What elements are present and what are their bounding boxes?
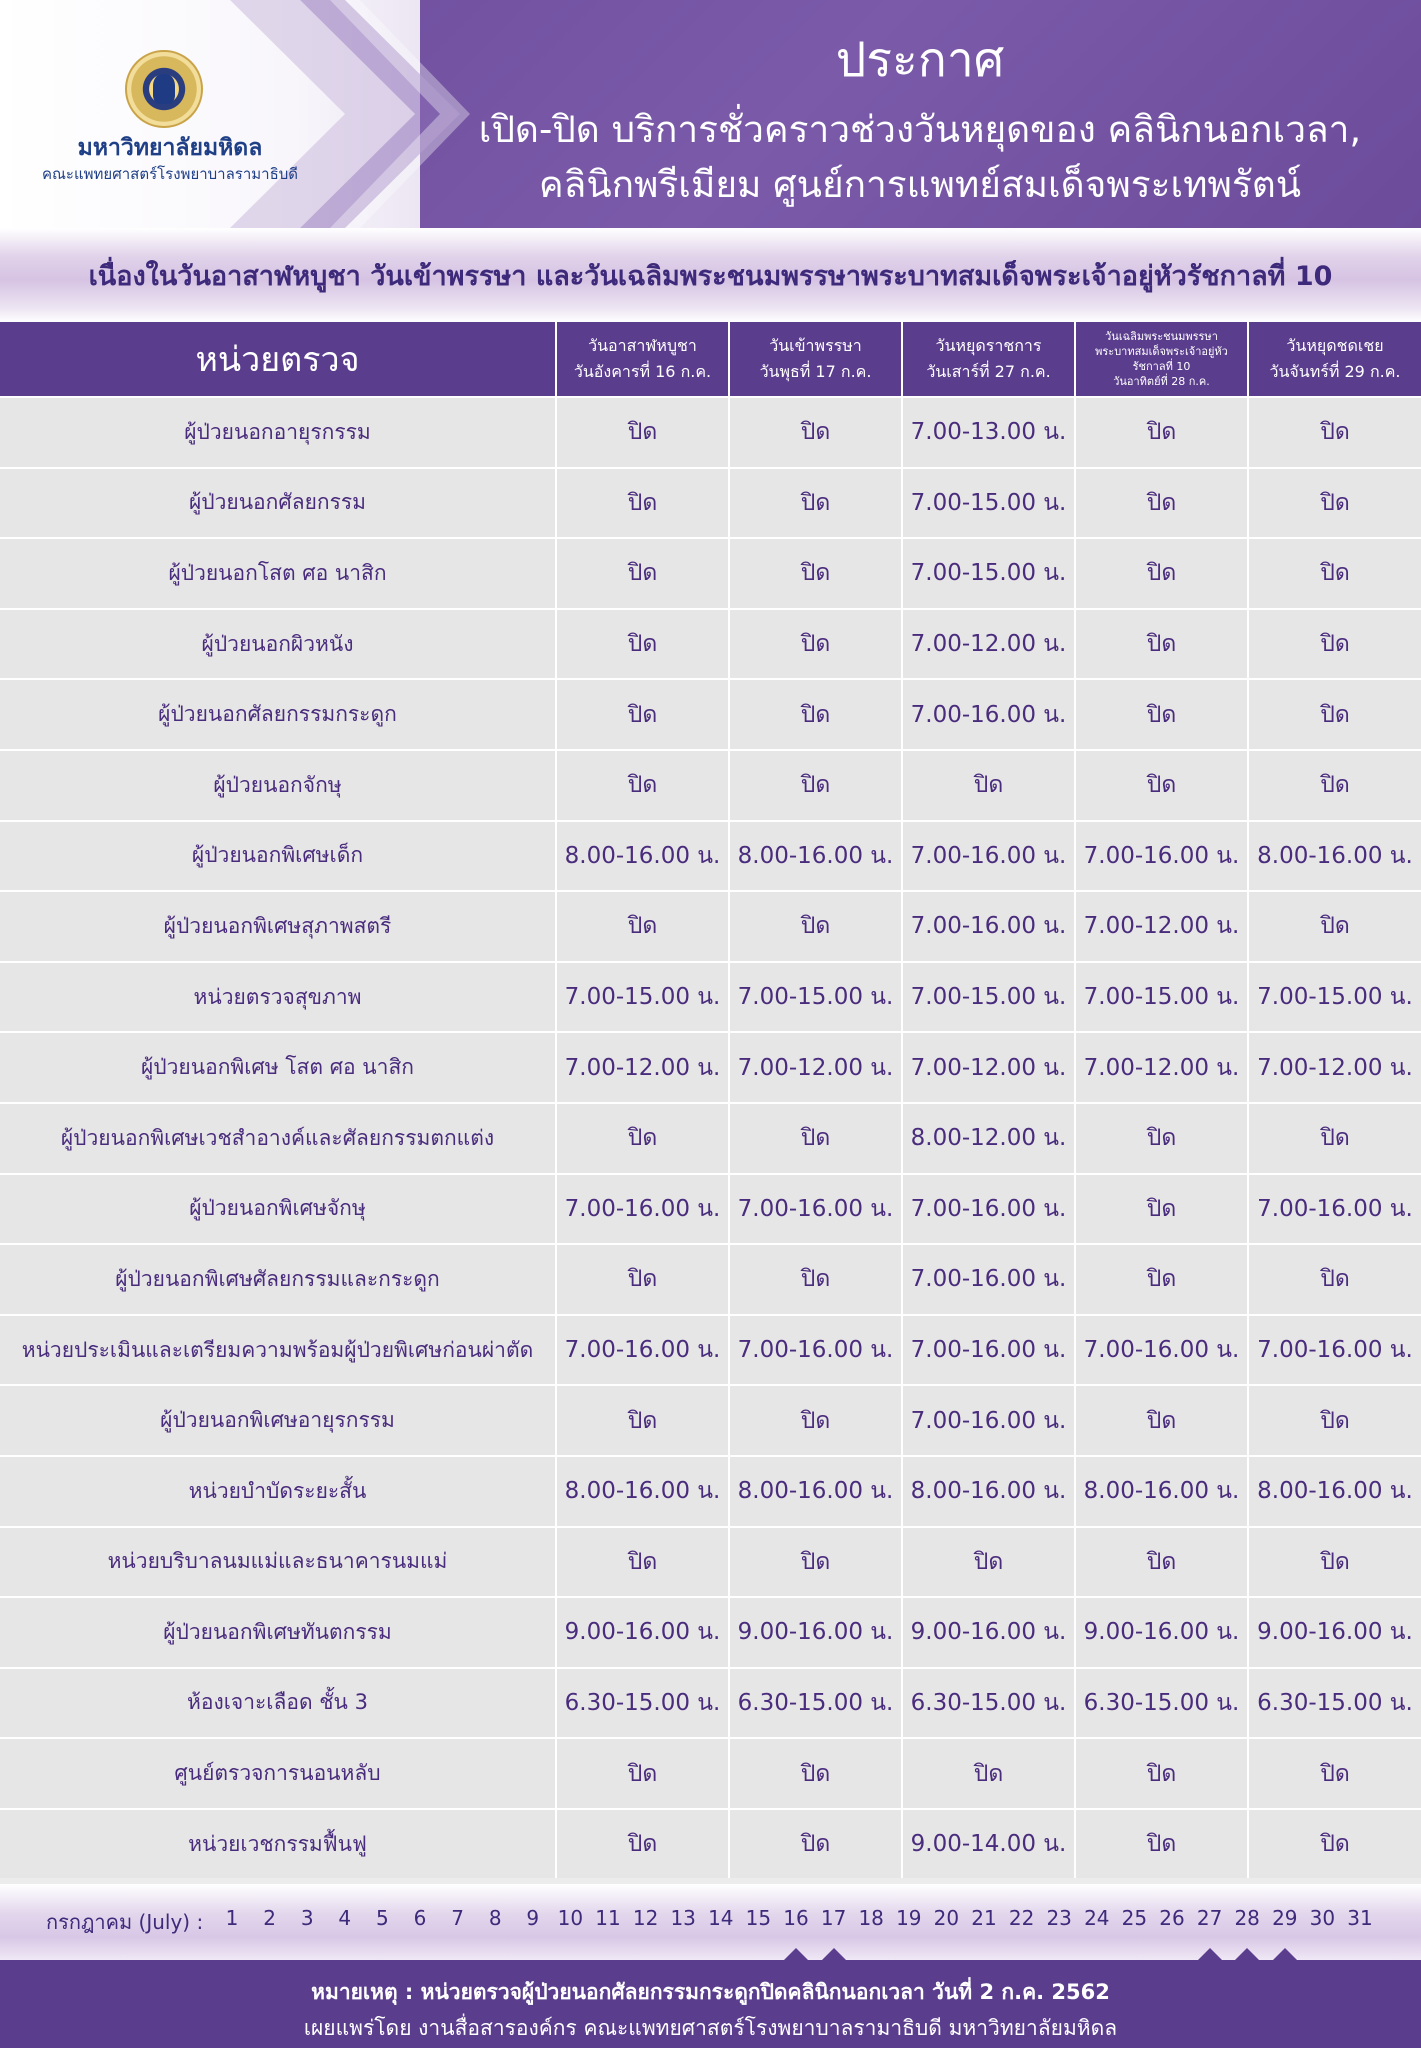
column-header-5-line1: วันหยุดชดเชย <box>1286 336 1384 355</box>
calendar-day: 25 <box>1121 1906 1148 1930</box>
schedule-cell: 7.00-16.00 น. <box>901 1175 1074 1244</box>
schedule-cell: 8.00-16.00 น. <box>728 822 901 891</box>
schedule-cell: 8.00-16.00 น. <box>555 1457 728 1526</box>
table-row <box>0 537 1421 608</box>
schedule-table <box>0 322 1421 1878</box>
schedule-cell: ปิด <box>1247 892 1421 961</box>
schedule-cell: 7.00-16.00 น. <box>1074 822 1247 891</box>
table-row <box>0 961 1421 1032</box>
schedule-cell: ปิด <box>901 1528 1074 1597</box>
schedule-cell: ปิด <box>901 751 1074 820</box>
table-row <box>0 1526 1421 1597</box>
calendar-day: 20 <box>933 1906 960 1930</box>
table-row <box>0 396 1421 467</box>
schedule-cell: ปิด <box>1247 1386 1421 1455</box>
table-row <box>0 608 1421 679</box>
schedule-cell: 6.30-15.00 น. <box>1074 1669 1247 1738</box>
schedule-cell: 7.00-12.00 น. <box>555 1033 728 1102</box>
schedule-cell: 9.00-16.00 น. <box>1247 1598 1421 1667</box>
calendar-day: 23 <box>1046 1906 1072 1930</box>
schedule-cell: 7.00-12.00 น. <box>1247 1033 1421 1102</box>
schedule-cell: ปิด <box>728 1386 901 1455</box>
schedule-cell: ปิด <box>728 1810 901 1879</box>
schedule-cell: 7.00-16.00 น. <box>1247 1175 1421 1244</box>
table-row <box>0 749 1421 820</box>
schedule-cell: ปิด <box>1074 539 1247 608</box>
calendar-day: 22 <box>1008 1906 1035 1930</box>
schedule-cell: 7.00-15.00 น. <box>901 469 1074 538</box>
schedule-cell: ปิด <box>555 398 728 467</box>
schedule-cell: 7.00-15.00 น. <box>728 963 901 1032</box>
calendar-day: 31 <box>1347 1906 1373 1930</box>
university-name: มหาวิทยาลัยมหิดล <box>77 135 263 161</box>
schedule-cell: ปิด <box>1247 680 1421 749</box>
table-row <box>0 1737 1421 1808</box>
unit-name-cell: ผู้ป่วยนอกพิเศษเวชสำอางค์และศัลยกรรมตกแต่ง <box>60 1125 495 1150</box>
schedule-cell: 6.30-15.00 น. <box>728 1669 901 1738</box>
calendar-day: 19 <box>896 1906 922 1930</box>
holiday-marker-icon <box>1198 1948 1222 1960</box>
schedule-cell: ปิด <box>1074 751 1247 820</box>
schedule-cell: 8.00-12.00 น. <box>901 1104 1074 1173</box>
schedule-cell: ปิด <box>728 1739 901 1808</box>
schedule-cell: 8.00-16.00 น. <box>1247 822 1421 891</box>
schedule-cell: 9.00-16.00 น. <box>1074 1598 1247 1667</box>
schedule-cell: 6.30-15.00 น. <box>901 1669 1074 1738</box>
table-row <box>0 820 1421 891</box>
calendar-day: 5 <box>376 1906 389 1930</box>
schedule-cell: ปิด <box>1247 1528 1421 1597</box>
calendar-day: 14 <box>708 1906 734 1930</box>
schedule-cell: 9.00-16.00 น. <box>728 1598 901 1667</box>
table-body <box>0 396 1421 1878</box>
schedule-cell: 9.00-14.00 น. <box>901 1810 1074 1879</box>
schedule-cell: ปิด <box>1247 1739 1421 1808</box>
column-header-1 <box>555 322 728 396</box>
unit-name-cell: ผู้ป่วยนอกพิเศษทันตกรรม <box>163 1619 392 1644</box>
schedule-cell: ปิด <box>1247 1810 1421 1879</box>
faculty-name: คณะแพทยศาสตร์โรงพยาบาลรามาธิบดี <box>41 165 299 183</box>
schedule-cell: 7.00-15.00 น. <box>1074 963 1247 1032</box>
schedule-cell: 7.00-16.00 น. <box>728 1175 901 1244</box>
july-calendar-strip <box>0 1884 1421 1960</box>
table-row <box>0 1667 1421 1738</box>
announcement-line-2: คลินิกพรีเมียม ศูนย์การแพทย์สมเด็จพระเทพรัตน์ <box>538 163 1302 206</box>
chevron-decoration <box>0 0 470 228</box>
schedule-cell: 7.00-16.00 น. <box>1247 1316 1421 1385</box>
schedule-cell: ปิด <box>728 398 901 467</box>
footer-credit: เผยแพร่โดย งานสื่อสารองค์กร คณะแพทยศาสตร์โรงพยาบาลรามาธิบดี มหาวิทยาลัยมหิดล <box>303 2016 1118 2040</box>
announcement-header <box>0 0 1421 228</box>
schedule-cell: ปิด <box>1074 1245 1247 1314</box>
table-row <box>0 1455 1421 1526</box>
schedule-cell: 6.30-15.00 น. <box>555 1669 728 1738</box>
schedule-cell: ปิด <box>555 1810 728 1879</box>
footer <box>0 1960 1421 2048</box>
schedule-cell: ปิด <box>555 539 728 608</box>
unit-name-cell: หน่วยบำบัดระยะสั้น <box>188 1478 367 1503</box>
calendar-day: 13 <box>670 1906 696 1930</box>
footer-note: หมายเหตุ : หน่วยตรวจผู้ป่วยนอกศัลยกรรมกระดูกปิดคลินิกนอกเวลา วันที่ 2 ก.ค. 2562 <box>311 1980 1110 2004</box>
unit-name-cell: ห้องเจาะเลือด ชั้น 3 <box>187 1690 368 1715</box>
table-row <box>0 1314 1421 1385</box>
schedule-cell: 8.00-16.00 น. <box>555 822 728 891</box>
schedule-cell: ปิด <box>555 1386 728 1455</box>
calendar-day: 16 <box>783 1906 809 1930</box>
calendar-label: กรกฎาคม (July) : <box>46 1910 204 1934</box>
schedule-cell: 7.00-15.00 น. <box>1247 963 1421 1032</box>
schedule-cell: 7.00-16.00 น. <box>901 892 1074 961</box>
unit-name-cell: ผู้ป่วยนอกศัลยกรรม <box>188 490 367 515</box>
subtitle: เนื่องในวันอาสาฬหบูชา วันเข้าพรรษา และวันเฉลิมพระชนมพรรษาพระบาทสมเด็จพระเจ้าอยู่หัวรัชกาลที่ 10 <box>88 261 1333 292</box>
schedule-cell: ปิด <box>555 1528 728 1597</box>
schedule-cell: 8.00-16.00 น. <box>728 1457 901 1526</box>
schedule-cell: ปิด <box>1074 469 1247 538</box>
column-header-4-line2: พระบาทสมเด็จพระเจ้าอยู่หัว <box>1095 345 1228 358</box>
schedule-cell: 7.00-15.00 น. <box>901 963 1074 1032</box>
schedule-cell: ปิด <box>901 1739 1074 1808</box>
mahidol-seal-logo <box>125 50 203 128</box>
schedule-cell: ปิด <box>728 751 901 820</box>
schedule-cell: ปิด <box>728 892 901 961</box>
calendar-day: 9 <box>526 1906 540 1930</box>
schedule-cell: 7.00-15.00 น. <box>901 539 1074 608</box>
table-row <box>0 890 1421 961</box>
calendar-day: 2 <box>263 1906 276 1930</box>
unit-column-header <box>0 322 555 396</box>
schedule-cell: 7.00-12.00 น. <box>728 1033 901 1102</box>
column-header-1-line2: วันอังคารที่ 16 ก.ค. <box>573 362 712 381</box>
calendar-day: 24 <box>1084 1906 1110 1930</box>
schedule-cell: ปิด <box>555 892 728 961</box>
table-row <box>0 1808 1421 1879</box>
calendar-day: 10 <box>557 1906 584 1930</box>
table-row <box>0 1596 1421 1667</box>
schedule-cell: ปิด <box>1074 1386 1247 1455</box>
calendar-day: 1 <box>225 1906 239 1930</box>
calendar-day: 6 <box>413 1906 427 1930</box>
column-header-4-line4: วันอาทิตย์ที่ 28 ก.ค. <box>1113 375 1210 388</box>
schedule-cell: 7.00-16.00 น. <box>555 1175 728 1244</box>
column-header-4-line3: รัชกาลที่ 10 <box>1132 360 1191 373</box>
unit-name-cell: หน่วยประเมินและเตรียมความพร้อมผู้ป่วยพิเศษก่อนผ่าตัด <box>21 1337 534 1362</box>
schedule-cell: ปิด <box>1074 1104 1247 1173</box>
unit-name-cell: หน่วยเวชกรรมฟื้นฟู <box>188 1831 367 1856</box>
schedule-cell: 7.00-12.00 น. <box>901 610 1074 679</box>
schedule-cell: ปิด <box>728 539 901 608</box>
calendar-day: 18 <box>858 1906 884 1930</box>
schedule-cell: 8.00-16.00 น. <box>1247 1457 1421 1526</box>
schedule-cell: ปิด <box>1247 539 1421 608</box>
schedule-cell: ปิด <box>1074 680 1247 749</box>
schedule-cell: 7.00-16.00 น. <box>555 1316 728 1385</box>
table-row <box>0 1243 1421 1314</box>
schedule-cell: ปิด <box>1247 1245 1421 1314</box>
announcement-line-1: เปิด-ปิด บริการชั่วคราวช่วงวันหยุดของ คลินิกนอกเวลา, <box>478 108 1362 151</box>
schedule-cell: 9.00-16.00 น. <box>555 1598 728 1667</box>
schedule-cell: 7.00-16.00 น. <box>901 1316 1074 1385</box>
schedule-cell: ปิด <box>555 751 728 820</box>
column-header-3-line2: วันเสาร์ที่ 27 ก.ค. <box>926 362 1051 381</box>
calendar-day: 4 <box>338 1906 352 1930</box>
unit-name-cell: ผู้ป่วยนอกพิเศษ โสต ศอ นาสิก <box>141 1055 414 1080</box>
schedule-cell: 7.00-16.00 น. <box>901 1386 1074 1455</box>
unit-name-cell: ผู้ป่วยนอกพิเศษเด็ก <box>191 843 364 868</box>
unit-name-cell: หน่วยตรวจสุขภาพ <box>193 984 362 1009</box>
schedule-cell: ปิด <box>728 1245 901 1314</box>
column-header-5-line2: วันจันทร์ที่ 29 ก.ค. <box>1269 362 1401 381</box>
unit-name-cell: ผู้ป่วยนอกจักษุ <box>213 772 342 797</box>
column-header-2 <box>728 322 901 396</box>
calendar-day: 7 <box>451 1906 464 1930</box>
unit-name-cell: ศูนย์ตรวจการนอนหลับ <box>174 1761 381 1786</box>
schedule-cell: ปิด <box>1074 1810 1247 1879</box>
schedule-cell: ปิด <box>1074 610 1247 679</box>
announcement-title: ประกาศ <box>835 32 1005 88</box>
table-row <box>0 467 1421 538</box>
calendar-day: 15 <box>745 1906 772 1930</box>
schedule-cell: ปิด <box>1074 1739 1247 1808</box>
unit-name-cell: ผู้ป่วยนอกพิเศษศัลยกรรมและกระดูก <box>115 1266 440 1291</box>
column-header-1-line1: วันอาสาฬหบูชา <box>588 336 697 355</box>
schedule-cell: ปิด <box>1247 1104 1421 1173</box>
column-header-5 <box>1247 322 1421 396</box>
holiday-marker-icon <box>822 1948 846 1960</box>
schedule-cell: 8.00-16.00 น. <box>901 1457 1074 1526</box>
schedule-cell: ปิด <box>728 1528 901 1597</box>
schedule-cell: ปิด <box>728 680 901 749</box>
schedule-cell: ปิด <box>555 680 728 749</box>
calendar-day: 3 <box>300 1906 314 1930</box>
calendar-day: 12 <box>632 1906 659 1930</box>
schedule-cell: ปิด <box>555 610 728 679</box>
calendar-day: 8 <box>488 1906 502 1930</box>
calendar-day: 26 <box>1159 1906 1185 1930</box>
calendar-day: 11 <box>595 1906 621 1930</box>
column-header-2-line2: วันพุธที่ 17 ก.ค. <box>759 362 872 381</box>
unit-name-cell: ผู้ป่วยนอกโสต ศอ นาสิก <box>168 560 387 585</box>
unit-name-cell: ผู้ป่วยนอกผิวหนัง <box>201 631 354 656</box>
schedule-cell: 6.30-15.00 น. <box>1247 1669 1421 1738</box>
schedule-cell: 7.00-16.00 น. <box>728 1316 901 1385</box>
schedule-cell: ปิด <box>1074 1528 1247 1597</box>
column-header-3 <box>901 322 1074 396</box>
schedule-cell: 7.00-16.00 น. <box>901 1245 1074 1314</box>
schedule-cell: 7.00-16.00 น. <box>1074 1316 1247 1385</box>
schedule-cell: ปิด <box>1247 469 1421 538</box>
schedule-cell: ปิด <box>1247 751 1421 820</box>
schedule-cell: 8.00-16.00 น. <box>1074 1457 1247 1526</box>
schedule-cell: ปิด <box>1074 1175 1247 1244</box>
table-row <box>0 1031 1421 1102</box>
calendar-day: 17 <box>820 1906 847 1930</box>
unit-header-label: หน่วยตรวจ <box>195 340 360 380</box>
schedule-cell: ปิด <box>555 1739 728 1808</box>
schedule-cell: ปิด <box>1247 398 1421 467</box>
unit-name-cell: หน่วยบริบาลนมแม่และธนาคารนมแม่ <box>107 1549 448 1574</box>
unit-name-cell: ผู้ป่วยนอกพิเศษอายุรกรรม <box>160 1408 395 1433</box>
seal-emblem-icon <box>153 74 175 104</box>
schedule-cell: ปิด <box>728 469 901 538</box>
schedule-cell: 7.00-15.00 น. <box>555 963 728 1032</box>
schedule-cell: ปิด <box>555 1245 728 1314</box>
calendar-day: 29 <box>1272 1906 1298 1930</box>
schedule-cell: 7.00-12.00 น. <box>1074 1033 1247 1102</box>
schedule-cell: 7.00-16.00 น. <box>901 680 1074 749</box>
holiday-marker-icon <box>1235 1948 1259 1960</box>
column-header-4 <box>1074 322 1247 396</box>
holiday-marker-icon <box>784 1948 808 1960</box>
table-row <box>0 1384 1421 1455</box>
schedule-cell: 7.00-12.00 น. <box>901 1033 1074 1102</box>
holiday-marker-icon <box>1273 1948 1297 1960</box>
column-header-3-line1: วันหยุดราชการ <box>935 336 1042 355</box>
calendar-day: 28 <box>1234 1906 1260 1930</box>
calendar-day: 27 <box>1196 1906 1223 1930</box>
schedule-cell: 7.00-12.00 น. <box>1074 892 1247 961</box>
schedule-cell: ปิด <box>728 1104 901 1173</box>
unit-name-cell: ผู้ป่วยนอกศัลยกรรมกระดูก <box>158 702 397 727</box>
schedule-cell: 7.00-16.00 น. <box>901 822 1074 891</box>
schedule-cell: ปิด <box>1247 610 1421 679</box>
calendar-day: 30 <box>1309 1906 1336 1930</box>
schedule-cell: ปิด <box>555 1104 728 1173</box>
subtitle-band <box>0 228 1421 322</box>
unit-name-cell: ผู้ป่วยนอกอายุรกรรม <box>184 419 371 444</box>
unit-name-cell: ผู้ป่วยนอกพิเศษจักษุ <box>189 1196 366 1221</box>
schedule-cell: ปิด <box>728 610 901 679</box>
schedule-cell: ปิด <box>1074 398 1247 467</box>
calendar-day: 21 <box>971 1906 997 1930</box>
table-row <box>0 1173 1421 1244</box>
schedule-cell: 7.00-13.00 น. <box>901 398 1074 467</box>
column-header-2-line1: วันเข้าพรรษา <box>769 336 862 355</box>
table-header-row <box>0 322 1421 396</box>
schedule-cell: ปิด <box>555 469 728 538</box>
unit-name-cell: ผู้ป่วยนอกพิเศษสุภาพสตรี <box>163 913 392 938</box>
schedule-cell: 9.00-16.00 น. <box>901 1598 1074 1667</box>
table-row <box>0 1102 1421 1173</box>
column-header-4-line1: วันเฉลิมพระชนมพรรษา <box>1105 330 1218 343</box>
table-row <box>0 678 1421 749</box>
